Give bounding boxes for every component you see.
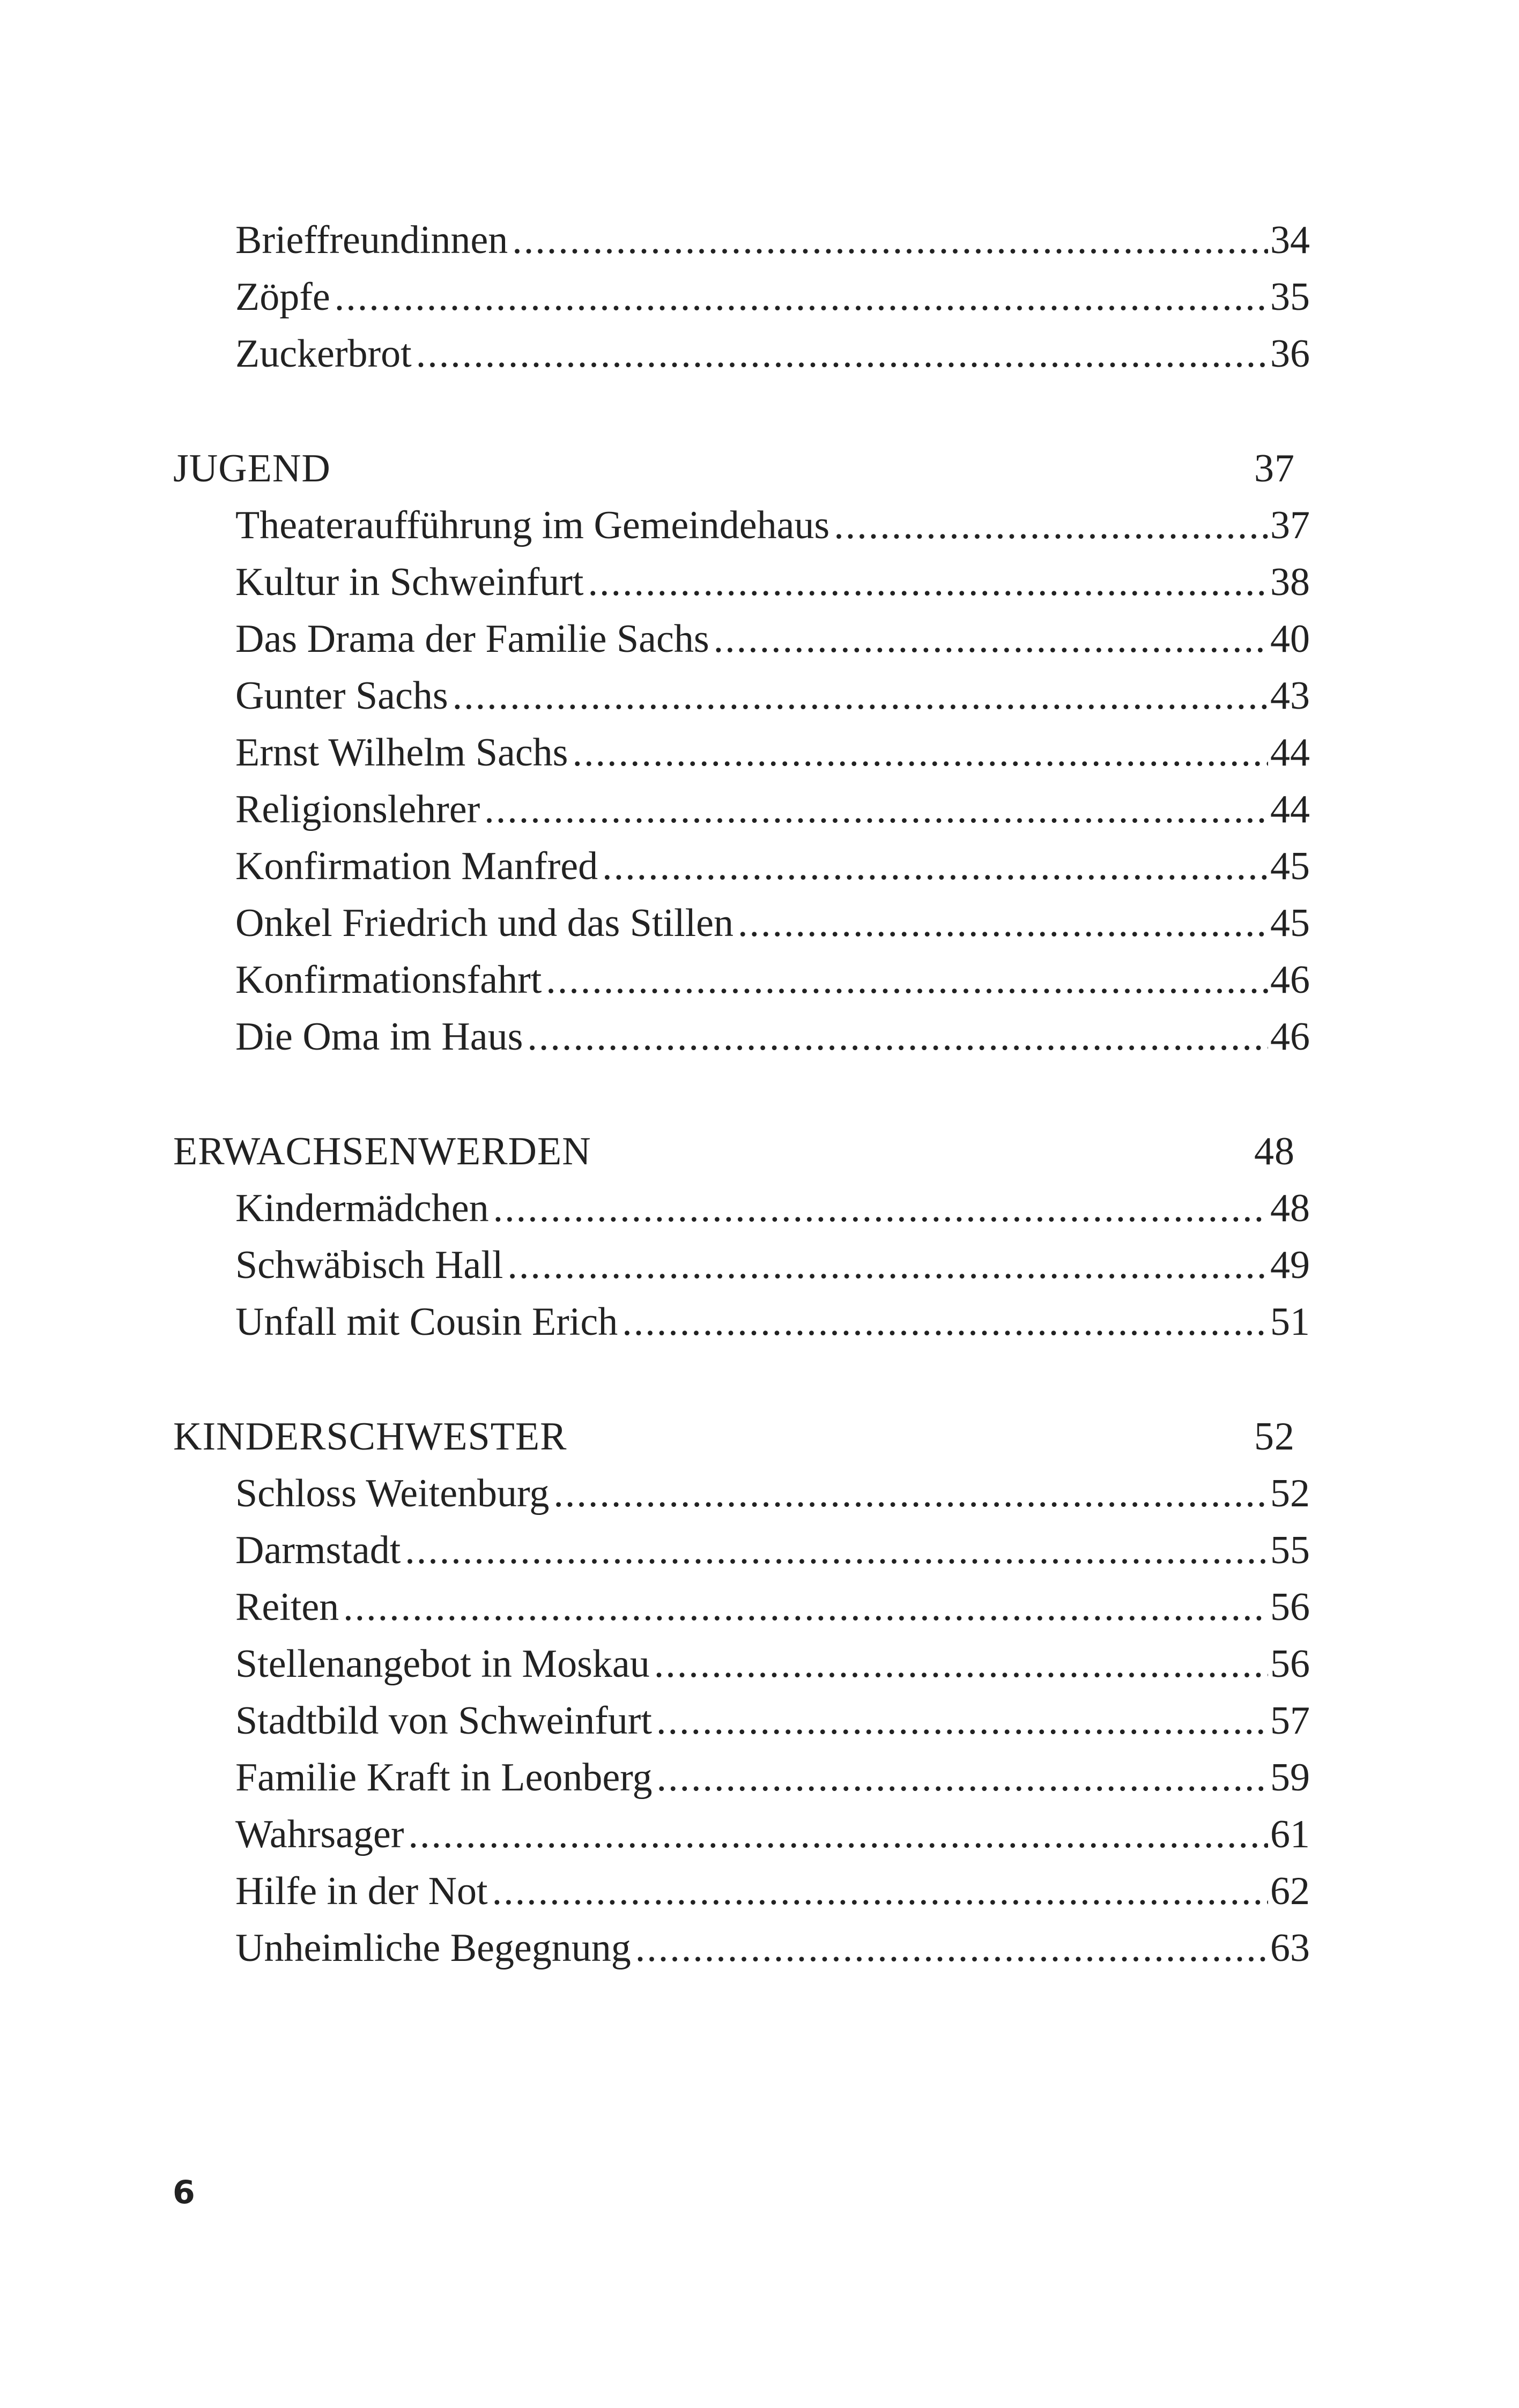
entry-page-number: 56 — [1270, 1642, 1310, 1686]
entry-title: Kindermädchen — [235, 1186, 489, 1230]
section-title: ERWACHSENWERDEN — [173, 1129, 591, 1173]
toc-section — [173, 212, 1310, 382]
dot-leader — [546, 952, 1268, 1008]
section-page-number: 48 — [1254, 1129, 1295, 1173]
entry-title: Brieffreundinnen — [235, 218, 508, 262]
entry-page-number: 37 — [1270, 503, 1310, 547]
entry-title: Religionslehrer — [235, 787, 480, 831]
entry-title: Darmstadt — [235, 1528, 401, 1572]
entry-page-number: 46 — [1270, 1015, 1310, 1059]
entry-page-number: 52 — [1270, 1471, 1310, 1515]
toc-entry — [235, 1636, 1310, 1692]
dot-leader — [622, 1294, 1268, 1350]
toc-entry — [235, 1579, 1310, 1636]
toc-entry — [235, 1237, 1310, 1294]
entry-title: Wahrsager — [235, 1812, 404, 1856]
section-title: KINDERSCHWESTER — [173, 1415, 567, 1459]
entry-page-number: 40 — [1270, 617, 1310, 661]
entry-page-number: 35 — [1270, 275, 1310, 319]
entry-page-number: 61 — [1270, 1812, 1310, 1856]
dot-leader — [553, 1465, 1268, 1522]
entry-page-number: 43 — [1270, 674, 1310, 718]
entry-page-number: 55 — [1270, 1528, 1310, 1572]
entry-page-number: 46 — [1270, 958, 1310, 1002]
entry-page-number: 34 — [1270, 218, 1310, 262]
entry-title: Die Oma im Haus — [235, 1015, 523, 1059]
dot-leader — [507, 1237, 1268, 1294]
dot-leader — [343, 1579, 1268, 1636]
section-heading — [173, 440, 1310, 497]
entry-title: Stadtbild von Schweinfurt — [235, 1699, 652, 1743]
toc-entry — [235, 497, 1310, 554]
entry-page-number: 57 — [1270, 1699, 1310, 1743]
entry-title: Familie Kraft in Leonberg — [235, 1756, 653, 1800]
entry-title: Unfall mit Cousin Erich — [235, 1300, 618, 1344]
toc-entry — [235, 667, 1310, 724]
entry-title: Onkel Friedrich und das Stillen — [235, 901, 733, 945]
toc-entry — [235, 895, 1310, 952]
dot-leader — [635, 1920, 1268, 1976]
dot-leader — [512, 212, 1268, 269]
toc-entry — [235, 724, 1310, 781]
toc-entry — [235, 212, 1310, 269]
dot-leader — [416, 325, 1268, 382]
section-heading — [173, 1123, 1310, 1180]
dot-leader — [572, 724, 1268, 781]
toc-entry — [235, 325, 1310, 382]
entry-title: Zöpfe — [235, 275, 330, 319]
entry-title: Zuckerbrot — [235, 332, 412, 376]
table-of-contents — [173, 212, 1310, 2034]
toc-entry — [235, 269, 1310, 325]
dot-leader — [654, 1636, 1268, 1692]
toc-entry — [235, 1180, 1310, 1237]
toc-entry — [235, 1920, 1310, 1976]
entry-page-number: 36 — [1270, 332, 1310, 376]
entry-page-number: 45 — [1270, 901, 1310, 945]
dot-leader — [714, 611, 1268, 667]
toc-entry — [235, 838, 1310, 895]
entry-title: Konfirmationsfahrt — [235, 958, 542, 1002]
dot-leader — [484, 781, 1268, 838]
entry-page-number: 45 — [1270, 844, 1310, 888]
toc-entry — [235, 1465, 1310, 1522]
entry-title: Unheimliche Begegnung — [235, 1926, 631, 1970]
toc-entry — [235, 1749, 1310, 1806]
dot-leader — [493, 1180, 1268, 1237]
toc-entry — [235, 611, 1310, 667]
entry-title: Das Drama der Familie Sachs — [235, 617, 709, 661]
toc-section — [173, 1408, 1310, 1976]
entry-title: Theateraufführung im Gemeindehaus — [235, 503, 830, 547]
entry-title: Stellenangebot in Moskau — [235, 1642, 650, 1686]
toc-entry — [235, 554, 1310, 611]
entry-title: Konfirmation Manfred — [235, 844, 598, 888]
section-title: JUGEND — [173, 447, 331, 490]
entry-page-number: 44 — [1270, 787, 1310, 831]
toc-entry — [235, 781, 1310, 838]
entry-page-number: 44 — [1270, 731, 1310, 775]
entry-page-number: 59 — [1270, 1756, 1310, 1800]
toc-entry — [235, 1863, 1310, 1920]
entry-title: Hilfe in der Not — [235, 1869, 488, 1913]
entry-page-number: 38 — [1270, 560, 1310, 604]
entry-page-number: 48 — [1270, 1186, 1310, 1230]
toc-entry — [235, 1008, 1310, 1065]
entry-title: Ernst Wilhelm Sachs — [235, 731, 568, 775]
entry-page-number: 49 — [1270, 1243, 1310, 1287]
toc-section — [173, 1123, 1310, 1350]
entry-page-number: 56 — [1270, 1585, 1310, 1629]
entry-page-number: 62 — [1270, 1869, 1310, 1913]
dot-leader — [588, 554, 1268, 611]
entry-title: Gunter Sachs — [235, 674, 448, 718]
dot-leader — [656, 1692, 1268, 1749]
toc-entry — [235, 1522, 1310, 1579]
dot-leader — [527, 1008, 1268, 1065]
section-heading — [173, 1408, 1310, 1465]
dot-leader — [453, 667, 1268, 724]
toc-entry — [235, 1692, 1310, 1749]
page-number: 6 — [173, 2174, 195, 2211]
entry-page-number: 63 — [1270, 1926, 1310, 1970]
toc-entry — [235, 952, 1310, 1008]
dot-leader — [656, 1749, 1268, 1806]
entry-title: Reiten — [235, 1585, 339, 1629]
entry-page-number: 51 — [1270, 1300, 1310, 1344]
dot-leader — [335, 269, 1268, 325]
dot-leader — [738, 895, 1268, 952]
dot-leader — [409, 1806, 1268, 1863]
toc-entry — [235, 1806, 1310, 1863]
entry-title: Schwäbisch Hall — [235, 1243, 503, 1287]
toc-entry — [235, 1294, 1310, 1350]
entry-title: Kultur in Schweinfurt — [235, 560, 584, 604]
section-page-number: 37 — [1254, 447, 1295, 490]
dot-leader — [602, 838, 1268, 895]
section-page-number: 52 — [1254, 1415, 1295, 1459]
entry-title: Schloss Weitenburg — [235, 1471, 550, 1515]
dot-leader — [405, 1522, 1268, 1579]
toc-section — [173, 440, 1310, 1065]
dot-leader — [492, 1863, 1268, 1920]
dot-leader — [834, 497, 1268, 554]
